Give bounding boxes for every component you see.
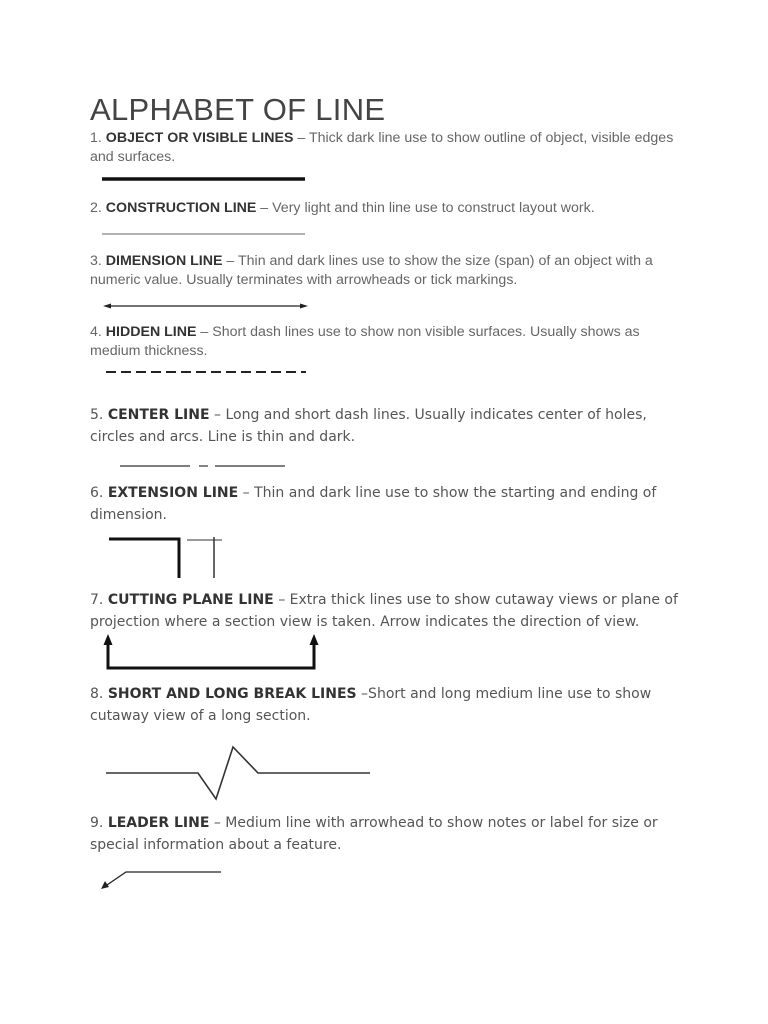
item-number: 3. [90,253,102,269]
item-dimension-line [90,252,690,289]
dimension-line-figure [100,300,315,312]
item-description: – Medium line with arrowhead to show notes or label for size or special information about a feature. [90,815,658,853]
leader-line-figure [98,866,228,894]
item-number: 7. [90,592,104,608]
item-term: CUTTING PLANE LINE [107,592,274,608]
item-center-line [90,404,690,448]
item-cutting-plane-line [90,589,690,633]
item-number: 8. [90,686,104,702]
item-construction-line [90,199,690,218]
item-object-line [90,129,690,166]
item-description: – Thin and dark line use to show the starting and ending of dimension. [90,485,657,523]
item-term: HIDDEN LINE [105,324,197,340]
item-number: 9. [90,815,104,831]
item-number: 6. [90,485,104,501]
item-term: CENTER LINE [107,407,210,423]
item-term: DIMENSION LINE [105,253,223,269]
item-hidden-line [90,323,690,360]
break-line-figure [100,740,375,805]
item-term: CONSTRUCTION LINE [105,200,257,216]
object-line-figure [100,175,310,185]
item-description: – Thin and dark lines use to show the size (span) of an object with a numeric value. Usually terminates with arrowheads or tick markings. [90,253,653,288]
item-term: SHORT AND LONG BREAK LINES [107,686,357,702]
item-extension-line [90,482,690,526]
item-term: LEADER LINE [107,815,210,831]
hidden-line-figure [100,367,320,377]
item-description: – Short dash lines use to show non visible surfaces. Usually shows as medium thickness. [90,324,640,359]
item-number: 5. [90,407,104,423]
item-term: EXTENSION LINE [107,485,239,501]
item-number: 4. [90,324,102,340]
page-title: ALPHABET OF LINE [90,92,386,127]
extension-line-figure [105,535,230,583]
construction-line-figure [100,230,310,238]
cutting-plane-line-figure [100,632,325,674]
item-term: OBJECT OR VISIBLE LINES [105,130,294,146]
item-number: 2. [90,200,102,216]
item-break-lines [90,683,690,727]
item-description: – Thick dark line use to show outline of object, visible edges and surfaces. [90,130,674,165]
item-description: – Very light and thin line use to construct layout work. [256,200,595,216]
item-description: – Extra thick lines use to show cutaway views or plane of projection where a section view is taken. Arrow indicates the direction of view. [90,592,678,630]
center-line-figure [115,461,290,471]
item-leader-line [90,812,690,856]
item-description: – Long and short dash lines. Usually indicates center of holes, circles and arcs. Line is thin and dark. [90,407,647,445]
item-description: –Short and long medium line use to show cutaway view of a long section. [90,686,652,724]
item-number: 1. [90,130,102,146]
